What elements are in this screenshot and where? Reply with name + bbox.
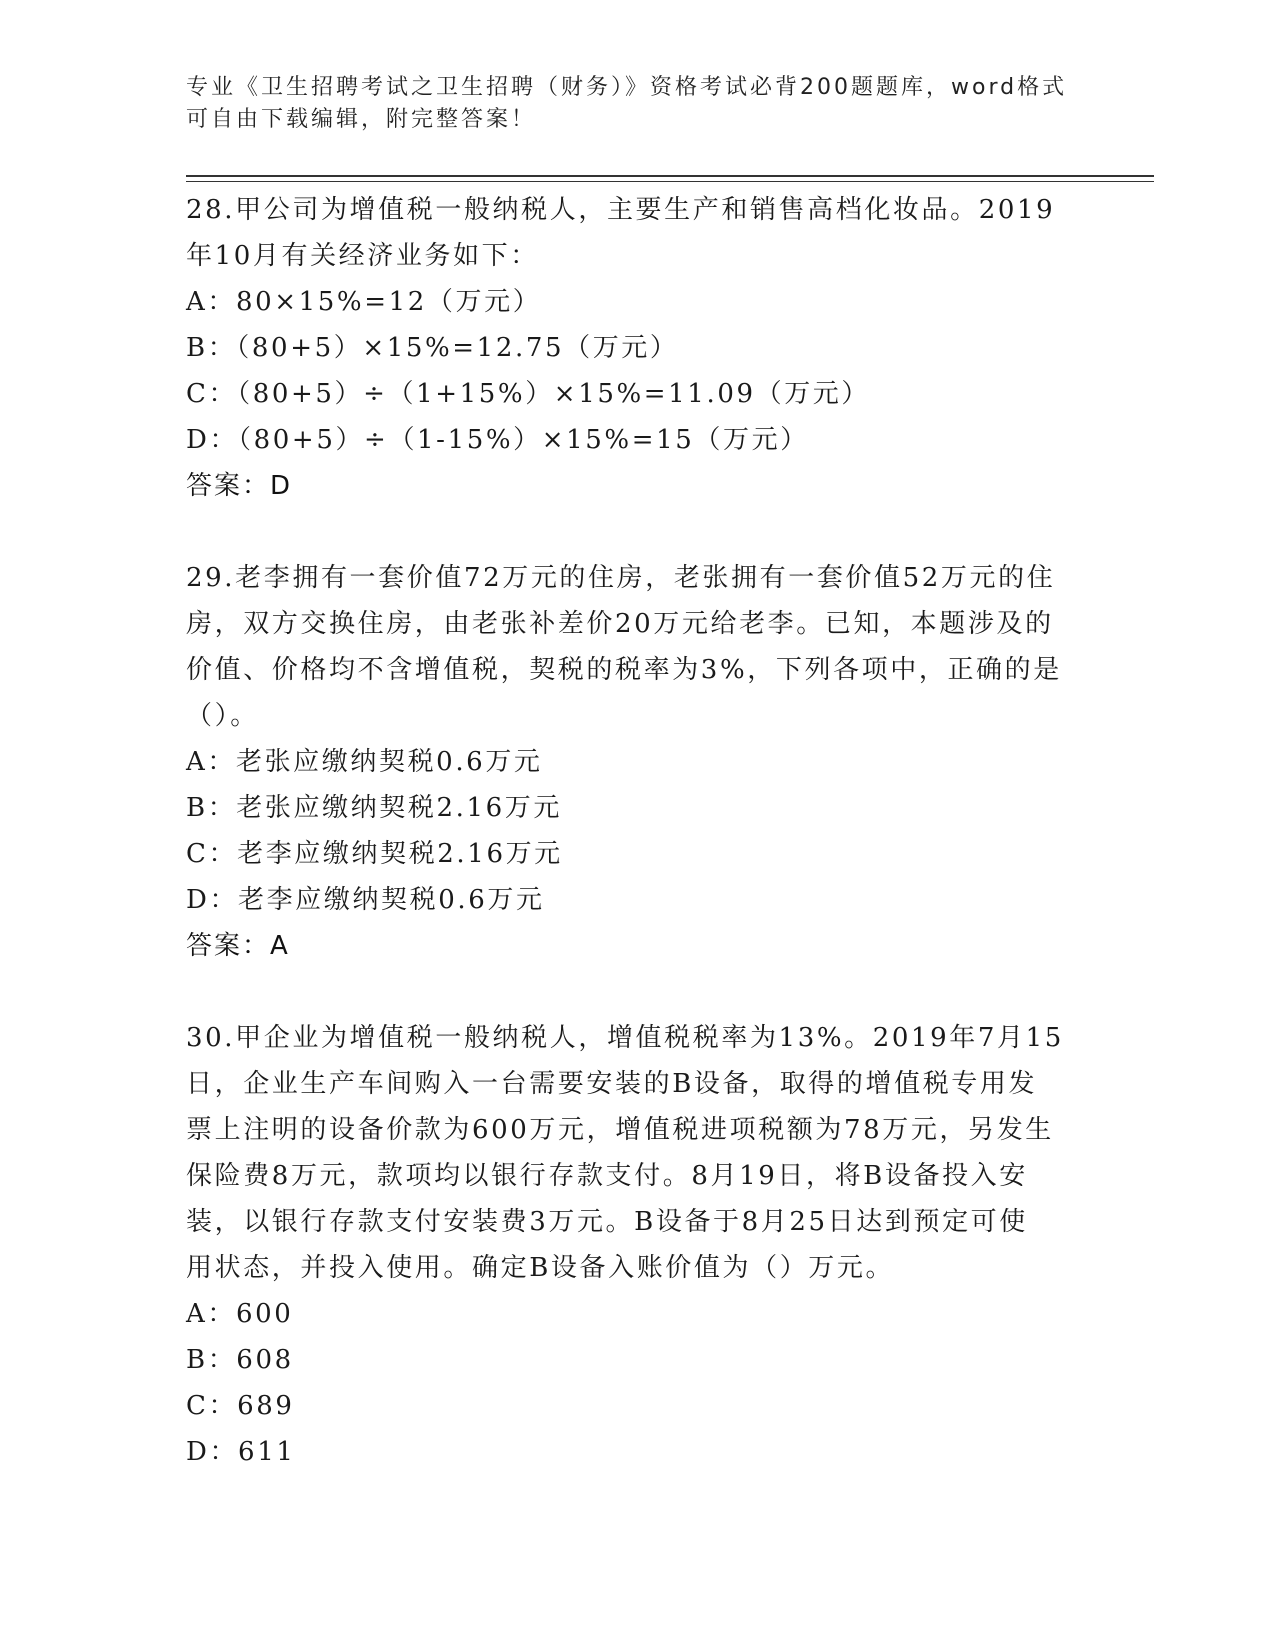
option-b: B：老张应缴纳契税2.16万元	[186, 793, 562, 823]
question-stem-line: 保险费8万元，款项均以银行存款支付。8月19日，将B设备投入安	[186, 1161, 1028, 1191]
document-header	[186, 72, 1076, 136]
question-29	[186, 555, 1086, 969]
option-c: C：689	[186, 1391, 295, 1421]
question-stem-line: 日，企业生产车间购入一台需要安装的B设备，取得的增值税专用发	[186, 1069, 1038, 1099]
question-stem-line: 用状态，并投入使用。确定B设备入账价值为（）万元。	[186, 1253, 895, 1283]
header-divider-thick	[186, 175, 1154, 177]
option-b: B：608	[186, 1345, 294, 1375]
header-divider-thin	[186, 181, 1154, 182]
option-b: B：（80+5）×15%=12.75（万元）	[186, 333, 679, 363]
option-d: D：老李应缴纳契税0.6万元	[186, 885, 545, 915]
option-a: A：80×15%=12（万元）	[186, 287, 542, 317]
answer-text: 答案：A	[186, 931, 290, 961]
question-stem-line: （）。	[186, 701, 259, 731]
option-a: A：600	[186, 1299, 294, 1329]
question-stem-line: 装，以银行存款支付安装费3万元。B设备于8月25日达到预定可使	[186, 1207, 1028, 1237]
question-stem-line: 票上注明的设备价款为600万元，增值税进项税额为78万元，另发生	[186, 1115, 1054, 1145]
option-c: C：（80+5）÷（1+15%）×15%=11.09（万元）	[186, 379, 870, 409]
question-28	[186, 187, 1086, 509]
option-d: D：611	[186, 1437, 296, 1467]
answer-text: 答案：D	[186, 471, 293, 501]
option-a: A：老张应缴纳契税0.6万元	[186, 747, 543, 777]
question-stem-line: 30.甲企业为增值税一般纳税人，增值税税率为13%。2019年7月15	[186, 1023, 1064, 1053]
question-stem-line: 年10月有关经济业务如下：	[186, 241, 539, 271]
question-30	[186, 1015, 1086, 1475]
question-stem-line: 房，双方交换住房，由老张补差价20万元给老李。已知，本题涉及的	[186, 609, 1054, 639]
header-line-1: 专业《卫生招聘考试之卫生招聘（财务）》资格考试必背200题题库，word格式	[186, 75, 1068, 100]
question-stem-line: 价值、价格均不含增值税，契税的税率为3%，下列各项中，正确的是	[186, 655, 1062, 685]
option-c: C：老李应缴纳契税2.16万元	[186, 839, 563, 869]
question-stem-line: 28.甲公司为增值税一般纳税人，主要生产和销售高档化妆品。2019	[186, 195, 1056, 225]
header-line-2: 可自由下载编辑，附完整答案！	[186, 107, 537, 132]
option-d: D：（80+5）÷（1-15%）×15%=15（万元）	[186, 425, 809, 455]
question-list	[186, 187, 1086, 1475]
question-stem-line: 29.老李拥有一套价值72万元的住房，老张拥有一套价值52万元的住	[186, 563, 1056, 593]
